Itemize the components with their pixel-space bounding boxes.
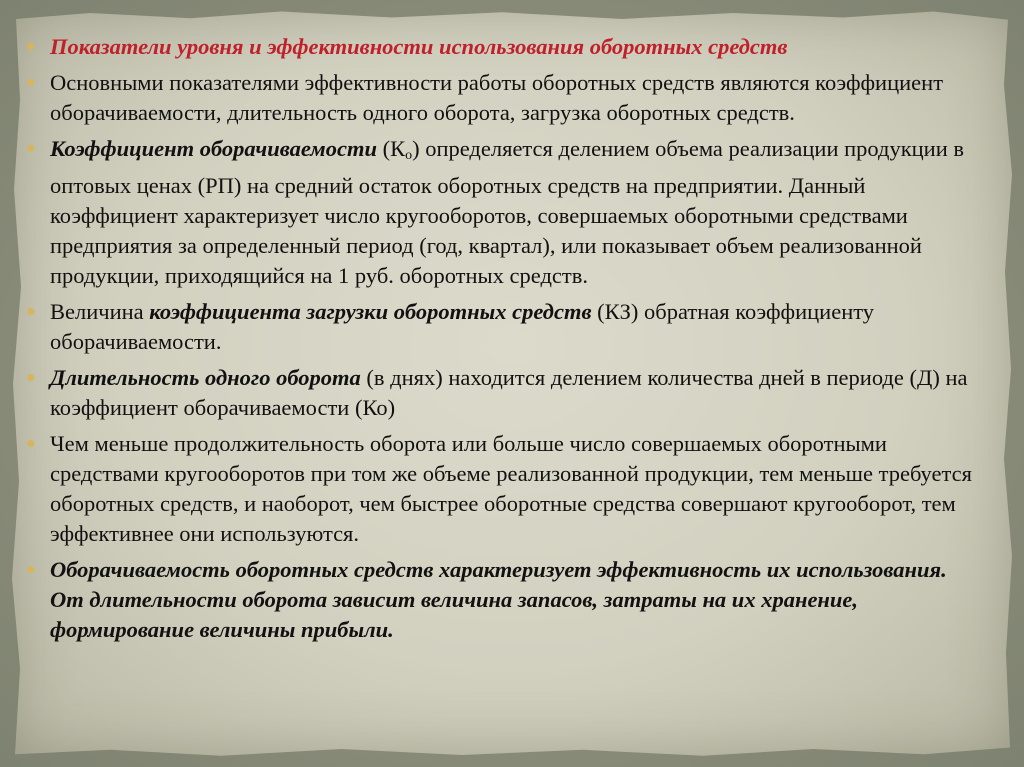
bullet-icon: ● — [26, 369, 36, 386]
bullet-icon: ● — [26, 303, 36, 320]
bullet-icon: ● — [26, 140, 36, 157]
item-text: (в днях) находится делением количества дней в периоде (Д) на коэффициент оборачиваемости (Ко) — [50, 365, 968, 420]
item-term: коэффициента загрузки оборотных средств — [149, 299, 592, 324]
item-symbol: (К — [376, 136, 406, 161]
list-item-turnover-ratio — [20, 134, 980, 291]
bullet-icon: ● — [26, 435, 36, 452]
item-symbol-subscript: о — [405, 148, 413, 163]
slide-title: Показатели уровня и эффективности использования оборотных средств — [50, 34, 788, 59]
item-text: Основными показателями эффективности работы оборотных средств являются коэффициент оборачиваемости, длительность одного оборота, загрузка оборотных средств. — [50, 70, 944, 125]
list-item-load-ratio — [20, 297, 980, 357]
item-text: (КЗ) обратная коэффициенту оборачиваемости. — [50, 299, 875, 354]
heading-item — [20, 32, 980, 62]
bullet-icon: ● — [26, 74, 36, 91]
bullet-icon: ● — [26, 38, 36, 55]
item-conclusion: Оборачиваемость оборотных средств характеризует эффективность их использования. От длительности оборота зависит величина запасов, затраты на их хранение, формирование величины прибыли. — [50, 557, 947, 642]
list-item-turnover-duration — [20, 363, 980, 423]
list-item-efficiency — [20, 429, 980, 549]
item-text: ) определяется делением объема реализации продукции в оптовых ценах (РП) на средний остаток оборотных средств на предприятии. Данный коэффициент характеризует число кругооборотов, совершаемых оборотными средствами предприятия за определенный период (год, квартал), или показывает объем реализованной продукции, приходящийся на 1 руб. оборотных средств. — [50, 136, 965, 288]
slide-content — [20, 32, 980, 651]
bullet-icon: ● — [26, 561, 36, 578]
list-item-conclusion — [20, 555, 980, 645]
item-prefix: Величина — [50, 299, 150, 324]
item-term: Длительность одного оборота — [50, 365, 361, 390]
list-item-indicators — [20, 68, 980, 128]
item-term: Коэффициент оборачиваемости — [50, 136, 377, 161]
item-text: Чем меньше продолжительность оборота или больше число совершаемых оборотными средствами кругооборотов при том же объеме реализованной продукции, тем меньше требуется оборотных средств, и наоборот, чем быстрее оборотные средства совершают кругооборот, тем эффективнее они используются. — [50, 431, 972, 546]
